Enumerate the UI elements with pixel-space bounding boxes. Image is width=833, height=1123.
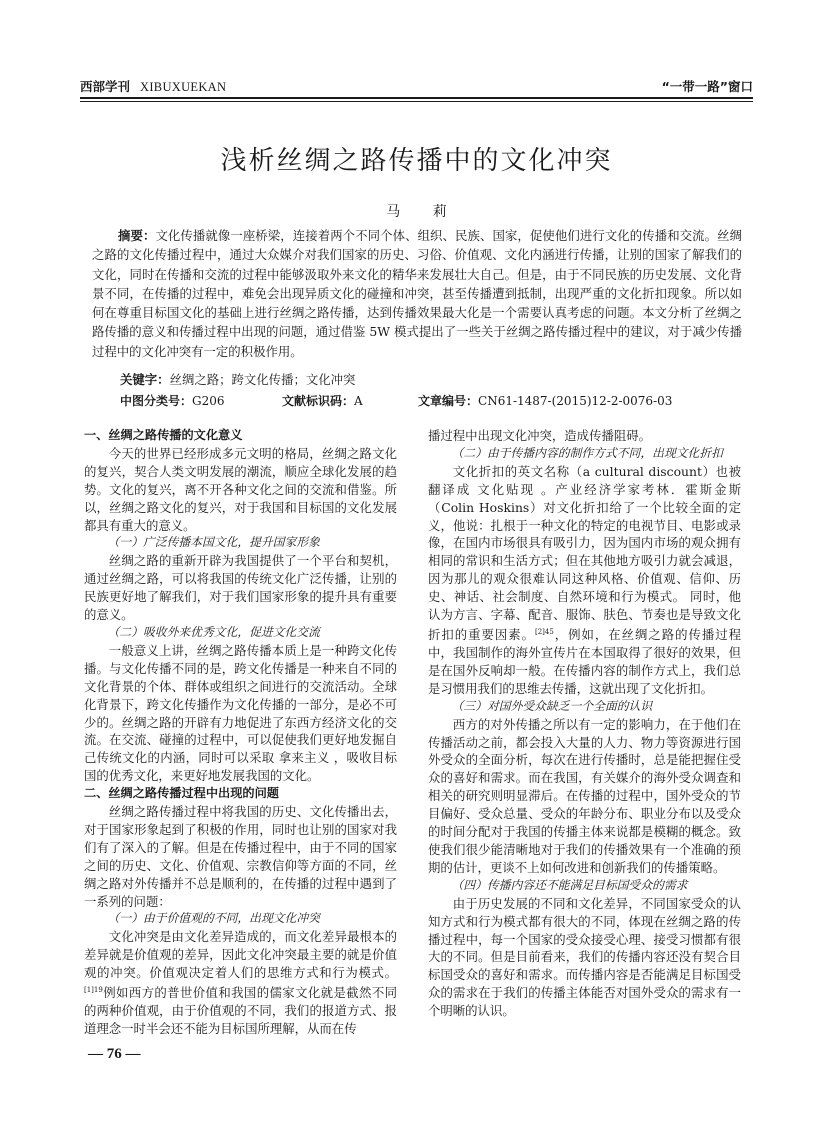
subsection-heading: （四）传播内容还不能满足目标国受众的需求	[451, 877, 688, 892]
paragraph-text: 文化折扣的英文名称（a cultural discount）也被翻译成 文化贴现 。产业经济学家考林．霍斯金斯（Colin Hoskins）对文化折扣给了一个比较全面的定义，他说：扎根于一种文化的特定的电视节目、电影或录像，在国内市场很具有吸引力，因为国内市场的观众拥有相同的常识和生活方式；但在其他地方吸引力就会减退，因为那儿的观众很难认同这种风格、价值观、信仰、历史、神话、社会制度、自然环境和行为模式。 同时，他认为方言、字幕、配音、服饰、肤色、节奏也是导致文化折扣的重要因素。	[428, 463, 741, 643]
paragraph: 由于历史发展的不同和文化差异，不同国家受众的认知方式和行为模式都有很大的不同，体现在丝绸之路的传播过程中，每一个国家的受众接受心理、接受习惯都有很大的不同。但是目前看来，我们的传播内容还没有契合目标国受众的喜好和需求。而传播内容是否能满足目标国受众的需求在于我们的传播主体能否对国外受众的需求有一个明晰的认识。	[428, 895, 741, 1019]
article-number-value: CN61-1487-(2015)12-2-0076-03	[478, 394, 673, 408]
author-name: 马 莉	[386, 204, 461, 220]
document-code-value: A	[354, 394, 363, 408]
document-code	[282, 392, 363, 409]
journal-name-en: XIBUXUEKAN	[140, 80, 227, 94]
keywords-label: 关键字：	[120, 372, 170, 387]
article-meta	[120, 392, 740, 410]
clc-value: G206	[192, 394, 225, 408]
paragraph: 丝绸之路的重新开辟为我国提供了一个平台和契机，通过丝绸之路，可以将我国的传统文化广泛传播，让别的民族更好地了解我们，对于我们国家形象的提升具有重要的意义。	[84, 553, 397, 623]
citation-ref: [2]45	[534, 627, 554, 636]
keywords-text: 丝绸之路；跨文化传播；文化冲突	[169, 372, 356, 387]
subsection-heading: （二）吸收外来优秀文化，促进文化交流	[107, 624, 320, 639]
paragraph	[84, 928, 397, 1038]
subsection-heading: （二）由于传播内容的制作方式不同，出现文化折扣	[451, 445, 723, 460]
header-rule-thick	[80, 97, 753, 99]
section-heading-1: 一、丝绸之路传播的文化意义	[84, 428, 243, 442]
article-number	[418, 392, 672, 409]
article-number-label: 文章编号：	[418, 394, 479, 408]
citation-ref: [1]19	[84, 986, 103, 995]
paragraph	[428, 463, 741, 698]
paragraph-text: ，例如，在丝绸之路的传播过程中，我国制作的海外宣传片在本国取得了很好的效果，但是在国外反响却一般。在传播内容的制作方式上，我们总是习惯用我们的思维去传播，这就出现了文化折扣。	[428, 627, 742, 696]
paragraph-text: 文化冲突是由文化差异造成的，而文化差异最根本的差异就是价值观的差异，因此文化冲突最主要的就是价值观的冲突。价值观决定着人们的思维方式和行为模式。	[84, 929, 397, 981]
article-title: 浅析丝绸之路传播中的文化冲突	[220, 146, 613, 176]
left-column	[84, 427, 397, 1038]
paragraph: 今天的世界已经形成多元文明的格局，丝绸之路文化的复兴，契合人类文明发展的潮流，顺应全球化发展的趋势。文化的复兴，离不开各种文化之间的交流和借鉴。所以，丝绸之路文化的复兴，对于我国和目标国的文化发展都具有重大的意义。	[84, 445, 397, 533]
document-code-label: 文献标识码：	[282, 394, 355, 408]
column-name: “一带一路”窗口	[661, 79, 753, 94]
paragraph: 丝绸之路传播过程中将我国的历史、文化传播出去，对于国家形象起到了积极的作用，同时也让别的国家对我们有了深入的了解。但是在传播过程中，由于不同的国家之间的历史、文化、价值观、宗教信仰等方面的不同，丝绸之路对外传播并不总是顺利的，在传播的过程中遇到了一系列的问题：	[84, 804, 397, 909]
header-rule-thin	[80, 101, 753, 102]
journal-name-cn: 西部学刊	[80, 79, 131, 94]
paragraph-text: 例如西方的普世价值和我国的儒家文化就是截然不同的两种价值观，由于价值观的不同，我们的报道方式、报道理念一时半会还不能为目标国所理解，从而在传	[84, 985, 397, 1037]
paragraph: 播过程中出现文化冲突，造成传播阻碍。	[428, 428, 652, 443]
abstract-label: 摘要：	[118, 228, 156, 243]
subsection-heading: （一）由于价值观的不同，出现文化冲突	[107, 911, 320, 926]
clc-label: 中图分类号：	[120, 394, 193, 408]
abstract	[92, 226, 742, 361]
section-heading-2: 二、丝绸之路传播过程中出现的问题	[84, 786, 279, 801]
subsection-heading: （三）对国外受众缺乏一个全面的认识	[451, 698, 653, 713]
paragraph: 一般意义上讲，丝绸之路传播本质上是一种跨文化传播。与文化传播不同的是，跨文化传播是一种来自不同的文化背景的个体、群体或组织之间进行的交流活动。全球化背景下，跨文化传播作为文化传播的一部分，是必不可少的。丝绸之路的开辟有力地促进了东西方经济文化的交流。在交流、碰撞的过程中，可以促使我们更好地发掘自己传统文化的内涵，同时可以采取 拿来主义 ，吸收目标国的优秀文化，来更好地发展我国的文化。	[84, 642, 397, 784]
clc-number	[120, 392, 225, 409]
journal-name	[80, 77, 226, 95]
keywords	[120, 370, 355, 388]
running-header	[80, 77, 753, 97]
right-column	[428, 427, 741, 1020]
subsection-heading: （一）广泛传播本国文化，提升国家形象	[107, 535, 320, 550]
paragraph: 西方的对外传播之所以有一定的影响力，在于他们在传播活动之前，都会投入大量的人力、物力等资源进行国外受众的全面分析，每次在进行传播时，总是能把握住受众的喜好和需求。而在我国，有关媒介的海外受众调查和相关的研究则明显滞后。在传播的过程中，国外受众的节目偏好、受众总量、受众的年龄分布、职业分布以及受众的时间分配对于我国的传播主体来说都是模糊的概念。致使我们很少能清晰地对于我们的传播效果有一个准确的预期的估计，更谈不上如何改进和创新我们的传播策略。	[428, 716, 741, 875]
page-number: — 76 —	[88, 1046, 141, 1062]
abstract-text: 文化传播就像一座桥梁，连接着两个不同个体、组织、民族、国家，促使他们进行文化的传播和交流。丝绸之路的文化传播过程中，通过大众媒介对我们国家的历史、习俗、价值观、文化内涵进行传播，让别的国家了解我们的文化，同时在传播和交流的过程中能够汲取外来文化的精华来发展壮大自己。但是，由于不同民族的历史发展、文化背景不同，在传播的过程中，难免会出现异质文化的碰撞和冲突，甚至传播遭到抵制，出现严重的文化折扣现象。所以如何在尊重目标国文化的基础上进行丝绸之路传播，达到传播效果最大化是一个需要认真考虑的问题。本文分析了丝绸之路传播的意义和传播过程中出现的问题，通过借鉴 5W 模式提出了一些关于丝绸之路传播过程中的建议，对于减少传播过程中的文化冲突有一定的积极作用。	[92, 228, 743, 359]
